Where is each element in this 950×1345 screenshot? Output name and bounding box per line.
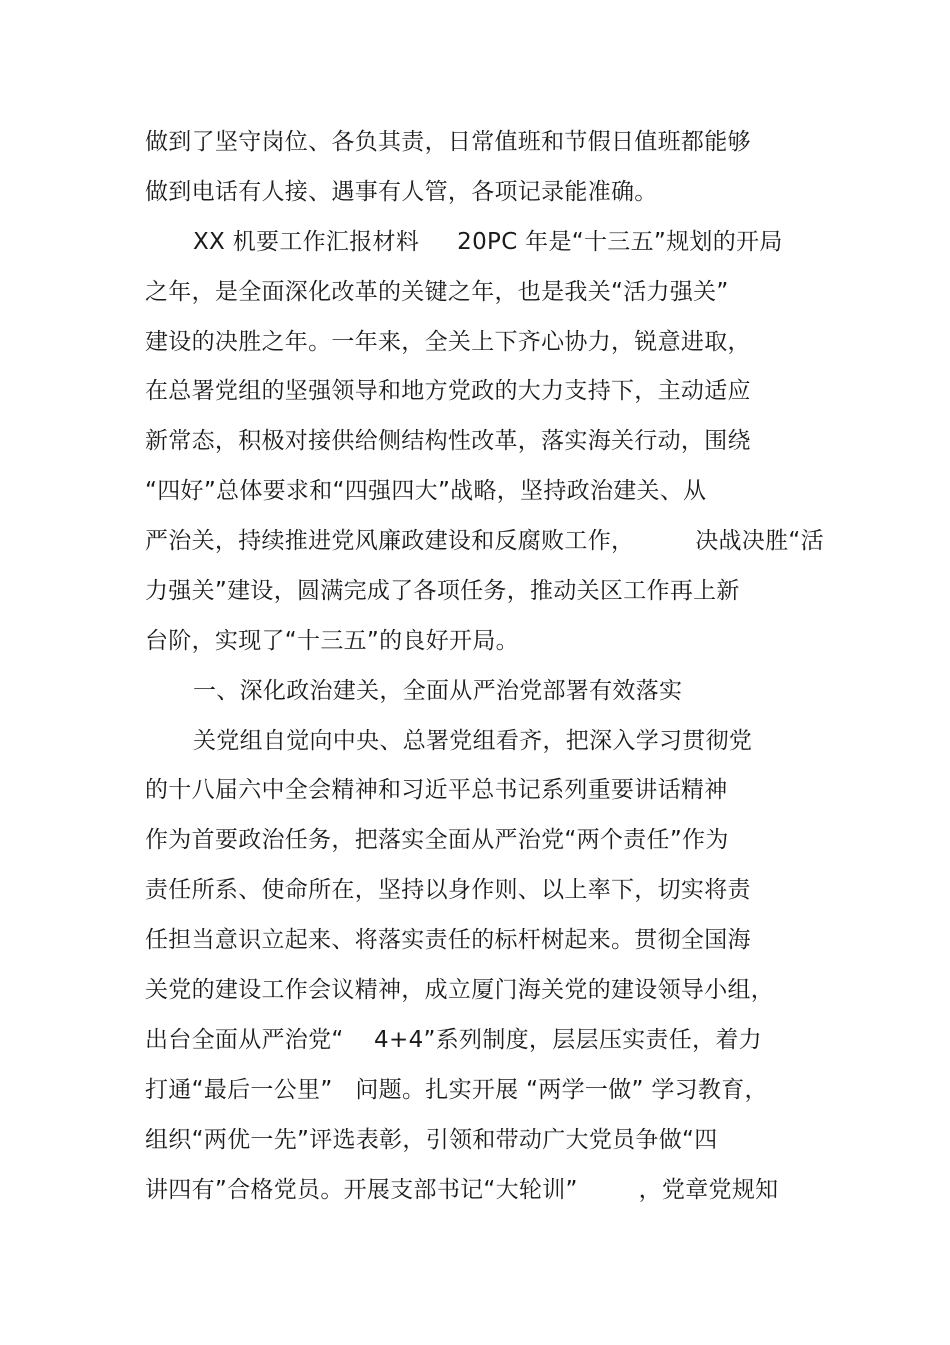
text-line-5: 建设的决胜之年。一年来，全关上下齐心协力，锐意进取， xyxy=(145,329,751,355)
text-line-10: 力强关”建设，圆满完成了各项任务，推动关区工作再上新 xyxy=(145,578,740,604)
text-line-15: 作为首要政治任务，把落实全面从严治党“两个责任”作为 xyxy=(145,827,729,853)
text-line-18: 关党的建设工作会议精神，成立厦门海关党的建设领导小组， xyxy=(145,977,775,1003)
text-line-11: 台阶，实现了“十三五”的良好开局。 xyxy=(145,628,519,654)
paragraph-start-line: 关党组自觉向中央、总署党组看齐，把深入学习贯彻党 xyxy=(193,728,753,754)
text-line-4: 之年，是全面深化改革的关键之年，也是我关“活力强关” xyxy=(145,279,729,305)
text-line-21: 组织“两优一先”评选表彰，引领和带动广大党员争做“四 xyxy=(145,1127,718,1153)
text-line-1: 做到了坚守岗位、各负其责，日常值班和节假日值班都能够 xyxy=(145,129,751,155)
section-heading: 一、深化政治建关，全面从严治党部署有效落实 xyxy=(193,678,683,704)
text-line-17: 任担当意识立起来、将落实责任的标杆树起来。贯彻全国海 xyxy=(145,927,751,953)
text-line-16: 责任所系、使命所在，坚持以身作则、以上率下，切实将责 xyxy=(145,877,751,903)
text-line-2: 做到电话有人接、遇事有人管，各项记录能准确。 xyxy=(145,179,658,205)
text-line-19: 出台全面从严治党“ 4+4”系列制度，层层压实责任，着力 xyxy=(145,1027,762,1053)
text-line-8: “四好”总体要求和“四强四大”战略，坚持政治建关、从 xyxy=(145,478,707,504)
text-line-7: 新常态，积极对接供给侧结构性改革，落实海关行动，围绕 xyxy=(145,428,751,454)
text-line-9: 严治关，持续推进党风廉政建设和反腐败工作， 决战决胜“活 xyxy=(145,528,824,554)
paragraph-start-line: XX 机要工作汇报材料 20PC 年是“十三五”规划的开局 xyxy=(193,229,783,255)
text-line-14: 的十八届六中全会精神和习近平总书记系列重要讲话精神 xyxy=(145,777,728,803)
text-line-20: 打通“最后一公里” 问题。扎实开展 “两学一做” 学习教育， xyxy=(145,1077,768,1103)
text-line-6: 在总署党组的坚强领导和地方党政的大力支持下，主动适应 xyxy=(145,378,751,404)
text-line-22: 讲四有”合格党员。开展支部书记“大轮训” ，党章党规知 xyxy=(145,1177,779,1203)
